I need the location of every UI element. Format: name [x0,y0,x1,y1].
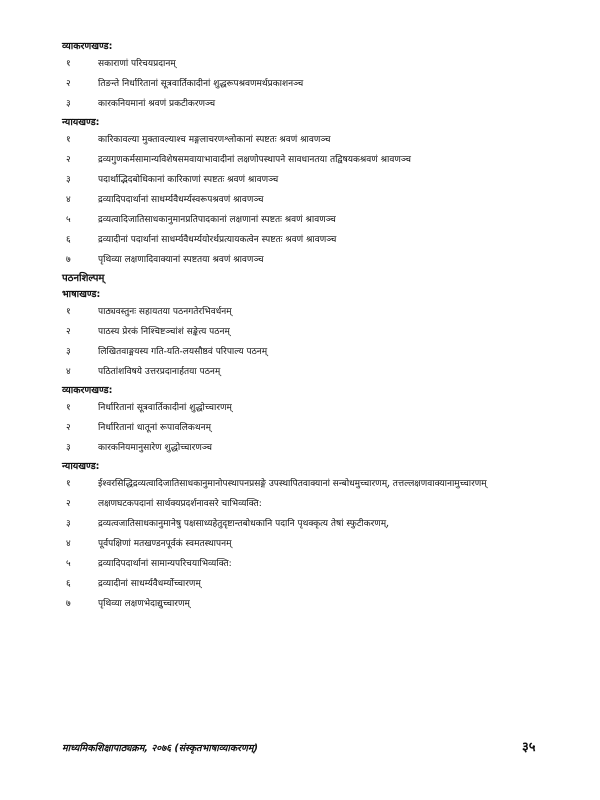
list-item [62,322,562,342]
item-number: १ [66,59,71,69]
list-item [62,250,562,270]
item-text: द्रव्यादीनां साधर्म्यवैधर्म्योच्चारणम् [98,579,201,589]
item-text: पूर्वपक्षिणां मतखण्डनपूर्वकं स्वमतस्थापनम् [98,539,232,549]
item-number: ४ [66,367,71,377]
item-text: पाठस्य प्रेरकं निश्चिष्टञ्चांशं सङ्केत्य पठनम् [98,327,230,337]
syllabus-content [62,40,562,616]
list-item [62,302,562,322]
item-text: पाठ्यवस्तुनः सहायतया पठनगतेरभिवर्धनम् [98,307,232,317]
list-item [62,210,562,230]
item-number: ६ [66,579,71,589]
list-item [62,342,562,362]
item-number: ४ [66,539,71,549]
list-item [62,474,562,494]
item-number: १ [66,403,71,413]
item-number: ७ [66,599,71,609]
item-number: २ [66,499,71,509]
list-item [62,418,562,438]
item-text: द्रव्यादीनां पदार्थानां साधर्म्यवैधर्म्ययोरर्थप्रत्यायकत्वेन स्पष्टतः श्रवणं श्रावणञ्च [98,235,337,245]
subsection-heading: व्याकरणखण्ड: [62,385,113,396]
item-number: ७ [66,255,71,265]
item-text: कारकनियमानुसारेण शुद्धोच्चारणञ्च [98,443,212,453]
page-number: ३५ [522,740,536,755]
item-number: ३ [66,347,71,357]
subsection-heading: न्यायखण्ड: [62,461,100,472]
item-text: पृथिव्या लक्षणादिवाक्यानां स्पष्टतया श्रवणं श्रावणञ्च [98,255,264,265]
list-item [62,190,562,210]
item-list [62,474,562,614]
item-number: १ [66,135,71,145]
item-text: लक्षणघटकपदानां सार्थक्यप्रदर्शनावसरे चाभिव्यक्ति: [98,499,262,509]
list-item [62,554,562,574]
item-text: लिखितवाङ्मयस्य गति-यति-लयसौष्ठवं परिपाल्य पठनम् [98,347,268,357]
item-text: सकाराणां परिचयप्रदानम् [98,59,176,69]
item-text: द्रव्यत्वादिजातिसाधकानुमानप्रतिपादकानां लक्षणानां स्पष्टतः श्रवणं श्रावणञ्च [98,215,336,225]
subsection-heading: व्याकरणखण्ड: [62,41,113,52]
item-number: ३ [66,175,71,185]
item-number: २ [66,327,71,337]
list-item [62,398,562,418]
item-list [62,398,562,458]
item-number: २ [66,423,71,433]
item-number: २ [66,155,71,165]
item-text: ईश्वरसिद्धिद्रव्यत्वादिजातिसाधकानुमानोपस्थापनप्रसङ्गे उपस्थापितवाक्यानां सन्बोधमुच्चारणम्, तत्तल्लक्षणवाक्यानामुच्चारणम् [98,479,487,489]
item-text: पृथिव्या लक्षणभेदाद्युच्चारणम् [98,599,190,609]
list-item [62,594,562,614]
item-number: ५ [66,559,71,569]
item-number: ४ [66,195,71,205]
item-text: पदार्थाद्भिदबोधिकानां कारिकाणां स्पष्टतः श्रवणं श्रावणञ्च [98,175,279,185]
item-number: २ [66,79,71,89]
list-item [62,362,562,382]
item-number: ५ [66,215,71,225]
list-item [62,494,562,514]
list-item [62,130,562,150]
item-list [62,302,562,382]
item-text: कारकनियमानां श्रवणं प्रकटीकरणञ्च [98,99,216,109]
item-number: १ [66,479,71,489]
section-title: पठनशिल्पम् [62,273,105,284]
list-item [62,230,562,250]
item-number: ३ [66,99,71,109]
item-text: निर्धारितानां धातूनां रूपावलिकथनम् [98,423,211,433]
item-text: पठितांशविषये उत्तरप्रदानार्हतया पठनम् [98,367,221,377]
item-number: ३ [66,443,71,453]
list-item [62,54,562,74]
list-item [62,574,562,594]
list-item [62,534,562,554]
list-item [62,514,562,534]
item-list [62,54,562,114]
item-text: निर्धारितानां सूत्रवार्तिकादीनां शुद्धोच्चारणम् [98,403,232,413]
list-item [62,94,562,114]
item-text: द्रव्यगुणकर्मसामान्यविशेषसमवायाभावादीनां लक्षणोपस्थापने सावधानतया तद्विषयकश्रवणं श्रावणञ्च [98,155,411,165]
subsection-heading: न्यायखण्ड: [62,117,100,128]
item-text: कारिकावल्या मुक्तावल्याश्च मङ्गलाचरणश्लोकानां स्पष्टतः श्रवणं श्रावणञ्च [98,135,331,145]
item-number: ६ [66,235,71,245]
footer-title: माध्यमिकशिक्षापाठ्यक्रम, २०७६ (संस्कृतभाषाव्याकरणम्) [62,743,258,754]
item-text: द्रव्यादिपदार्थानां सामान्यपरिचयाभिव्यक्ति: [98,559,232,569]
item-list [62,130,562,270]
item-number: १ [66,307,71,317]
item-text: तिङन्ते निर्धारितानां सूत्रवार्तिकादीनां शुद्धरूपश्रवणमर्थप्रकाशनञ्च [98,79,304,89]
list-item [62,74,562,94]
subsection-heading: भाषाखण्ड: [62,289,101,300]
item-text: द्रव्यत्वजातिसाधकानुमानेषु पक्षसाध्यहेतुदृष्टान्तबोधकानि पदानि पृथक्कृत्य तेषां स्फुटीकरणम्, [98,519,390,529]
list-item [62,438,562,458]
list-item [62,150,562,170]
list-item [62,170,562,190]
item-text: द्रव्यादिपदार्थानां साधर्म्यवैधर्म्यस्वरूपश्रवणं श्रावणञ्च [98,195,264,205]
item-number: ३ [66,519,71,529]
